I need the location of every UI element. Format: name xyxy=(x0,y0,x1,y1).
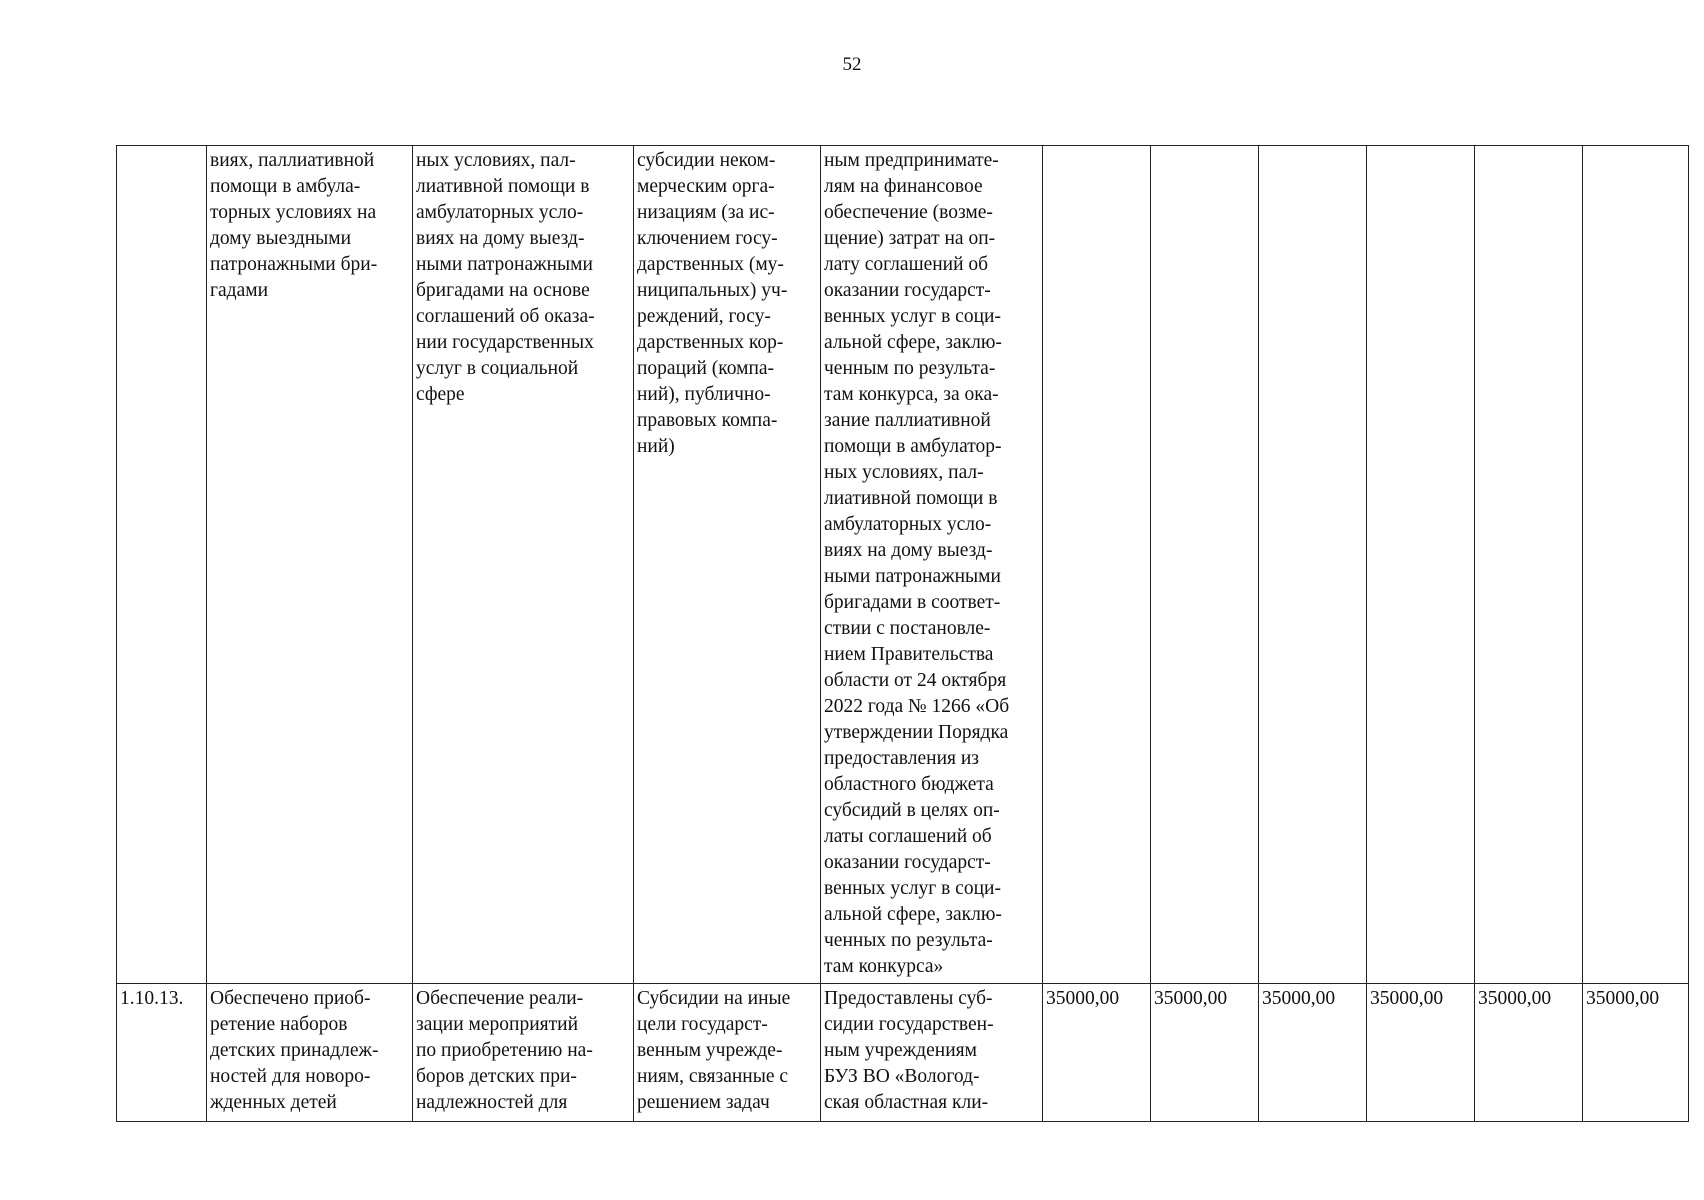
cell-line: амбулаторных усло- xyxy=(824,514,992,535)
value-cell xyxy=(1043,146,1151,984)
cell-line: ных условиях, пал- xyxy=(416,150,576,171)
cell-line: правовых компа- xyxy=(637,410,778,431)
cell-line: услуг в социальной xyxy=(416,358,579,379)
cell-line: венным учрежде- xyxy=(637,1040,783,1061)
cell-line: дому выездными xyxy=(210,228,352,249)
cell-line: субсидий в целях оп- xyxy=(824,800,1000,821)
budget-table xyxy=(116,145,1689,1122)
value-cell: 35000,00 xyxy=(1151,984,1259,1122)
cell-line: области от 24 октября xyxy=(824,670,1007,691)
cell-line: низациям (за ис- xyxy=(637,202,775,223)
cell-line: зации мероприятий xyxy=(416,1014,579,1035)
value-cell: 35000,00 xyxy=(1043,984,1151,1122)
cell-line: ных условиях, пал- xyxy=(824,462,984,483)
cell-line: Субсидии на иные xyxy=(637,988,791,1009)
row-number-cell: 1.10.13. xyxy=(117,984,207,1122)
cell-line: решением задач xyxy=(637,1092,770,1113)
cell-line: субсидии неком- xyxy=(637,150,776,171)
value-cell: 35000,00 xyxy=(1583,984,1689,1122)
value-cell: 35000,00 xyxy=(1475,984,1583,1122)
text-cell-col4 xyxy=(634,146,821,984)
cell-line: сфере xyxy=(416,384,465,405)
cell-line: мерческим орга- xyxy=(637,176,775,197)
value-cell xyxy=(1367,146,1475,984)
cell-line: щение) затрат на оп- xyxy=(824,228,996,249)
cell-line: виях на дому выезд- xyxy=(416,228,585,249)
cell-line: бригадами на основе xyxy=(416,280,590,301)
cell-line: торных условиях на xyxy=(210,202,377,223)
cell-line: амбулаторных усло- xyxy=(416,202,584,223)
cell-line: по приобретению на- xyxy=(416,1040,593,1061)
cell-line: венных услуг в соци- xyxy=(824,306,1001,327)
cell-line: латы соглашений об xyxy=(824,826,992,847)
cell-line: лиативной помощи в xyxy=(416,176,590,197)
cell-line: ний) xyxy=(637,436,675,457)
cell-line: нием Правительства xyxy=(824,644,994,665)
cell-line: альной сфере, заклю- xyxy=(824,904,1002,925)
cell-line: утверждении Порядка xyxy=(824,722,1009,743)
value-cell xyxy=(1583,146,1689,984)
cell-line: областного бюджета xyxy=(824,774,994,795)
cell-line: венных услуг в соци- xyxy=(824,878,1001,899)
cell-line: ретение наборов xyxy=(210,1014,348,1035)
cell-line: ниципальных) уч- xyxy=(637,280,788,301)
cell-line: ниям, связанные с xyxy=(637,1066,789,1087)
cell-line: ными патронажными xyxy=(824,566,1001,587)
value-cell: 35000,00 xyxy=(1259,984,1367,1122)
cell-line: там конкурса» xyxy=(824,956,944,977)
cell-line: дарственных (му- xyxy=(637,254,784,275)
row-number-cell xyxy=(117,146,207,984)
cell-line: ностей для новоро- xyxy=(210,1066,371,1087)
cell-line: виях на дому выезд- xyxy=(824,540,993,561)
text-cell-col3 xyxy=(413,146,634,984)
cell-line: гадами xyxy=(210,280,269,301)
cell-line: помощи в амбулатор- xyxy=(824,436,1002,457)
cell-line: лям на финансовое xyxy=(824,176,983,197)
text-cell-col4 xyxy=(634,984,821,1122)
cell-line: бригадами в соответ- xyxy=(824,592,1001,613)
text-cell-col5 xyxy=(821,984,1043,1122)
cell-line: ская областная кли- xyxy=(824,1092,989,1113)
cell-line: дарственных кор- xyxy=(637,332,784,353)
text-cell-col5 xyxy=(821,146,1043,984)
cell-line: цели государст- xyxy=(637,1014,768,1035)
cell-line: ным предпринимате- xyxy=(824,150,999,171)
cell-line: Предоставлены суб- xyxy=(824,988,993,1009)
cell-line: ными патронажными xyxy=(416,254,593,275)
cell-line: реждений, госу- xyxy=(637,306,771,327)
value-cell xyxy=(1151,146,1259,984)
cell-line: ствии с постановле- xyxy=(824,618,991,639)
cell-line: патронажными бри- xyxy=(210,254,378,275)
text-cell-col3 xyxy=(413,984,634,1122)
cell-line: Обеспечение реали- xyxy=(416,988,584,1009)
page-number: 52 xyxy=(842,54,862,75)
cell-line: 2022 года № 1266 «Об xyxy=(824,696,1010,717)
cell-line: ным учреждениям xyxy=(824,1040,977,1061)
cell-line: пораций (компа- xyxy=(637,358,775,379)
cell-line: сидии государствен- xyxy=(824,1014,994,1035)
cell-line: лату соглашений об xyxy=(824,254,989,275)
cell-line: виях, паллиативной xyxy=(210,150,375,171)
cell-line: обеспечение (возме- xyxy=(824,202,993,223)
cell-line: ключением госу- xyxy=(637,228,778,249)
text-cell-col2 xyxy=(207,984,413,1122)
cell-line: предоставления из xyxy=(824,748,980,769)
value-cell: 35000,00 xyxy=(1367,984,1475,1122)
cell-line: нии государственных xyxy=(416,332,594,353)
cell-line: зание паллиативной xyxy=(824,410,991,431)
cell-line: надлежностей для xyxy=(416,1092,568,1113)
cell-line: оказании государст- xyxy=(824,280,991,301)
value-cell xyxy=(1475,146,1583,984)
cell-line: там конкурса, за ока- xyxy=(824,384,999,405)
value-cell xyxy=(1259,146,1367,984)
cell-line: помощи в амбула- xyxy=(210,176,361,197)
cell-line: Обеспечено приоб- xyxy=(210,988,371,1009)
cell-line: боров детских при- xyxy=(416,1066,577,1087)
cell-line: ченным по результа- xyxy=(824,358,996,379)
cell-line: соглашений об оказа- xyxy=(416,306,595,327)
text-cell-col2 xyxy=(207,146,413,984)
cell-line: БУЗ ВО «Вологод- xyxy=(824,1066,980,1087)
cell-line: ченных по результа- xyxy=(824,930,993,951)
cell-line: детских принадлеж- xyxy=(210,1040,379,1061)
cell-line: жденных детей xyxy=(210,1092,337,1113)
table-row xyxy=(117,984,1689,1122)
cell-line: лиативной помощи в xyxy=(824,488,998,509)
cell-line: ний), публично- xyxy=(637,384,771,405)
cell-line: альной сфере, заклю- xyxy=(824,332,1002,353)
cell-line: оказании государст- xyxy=(824,852,991,873)
table-row xyxy=(117,146,1689,984)
